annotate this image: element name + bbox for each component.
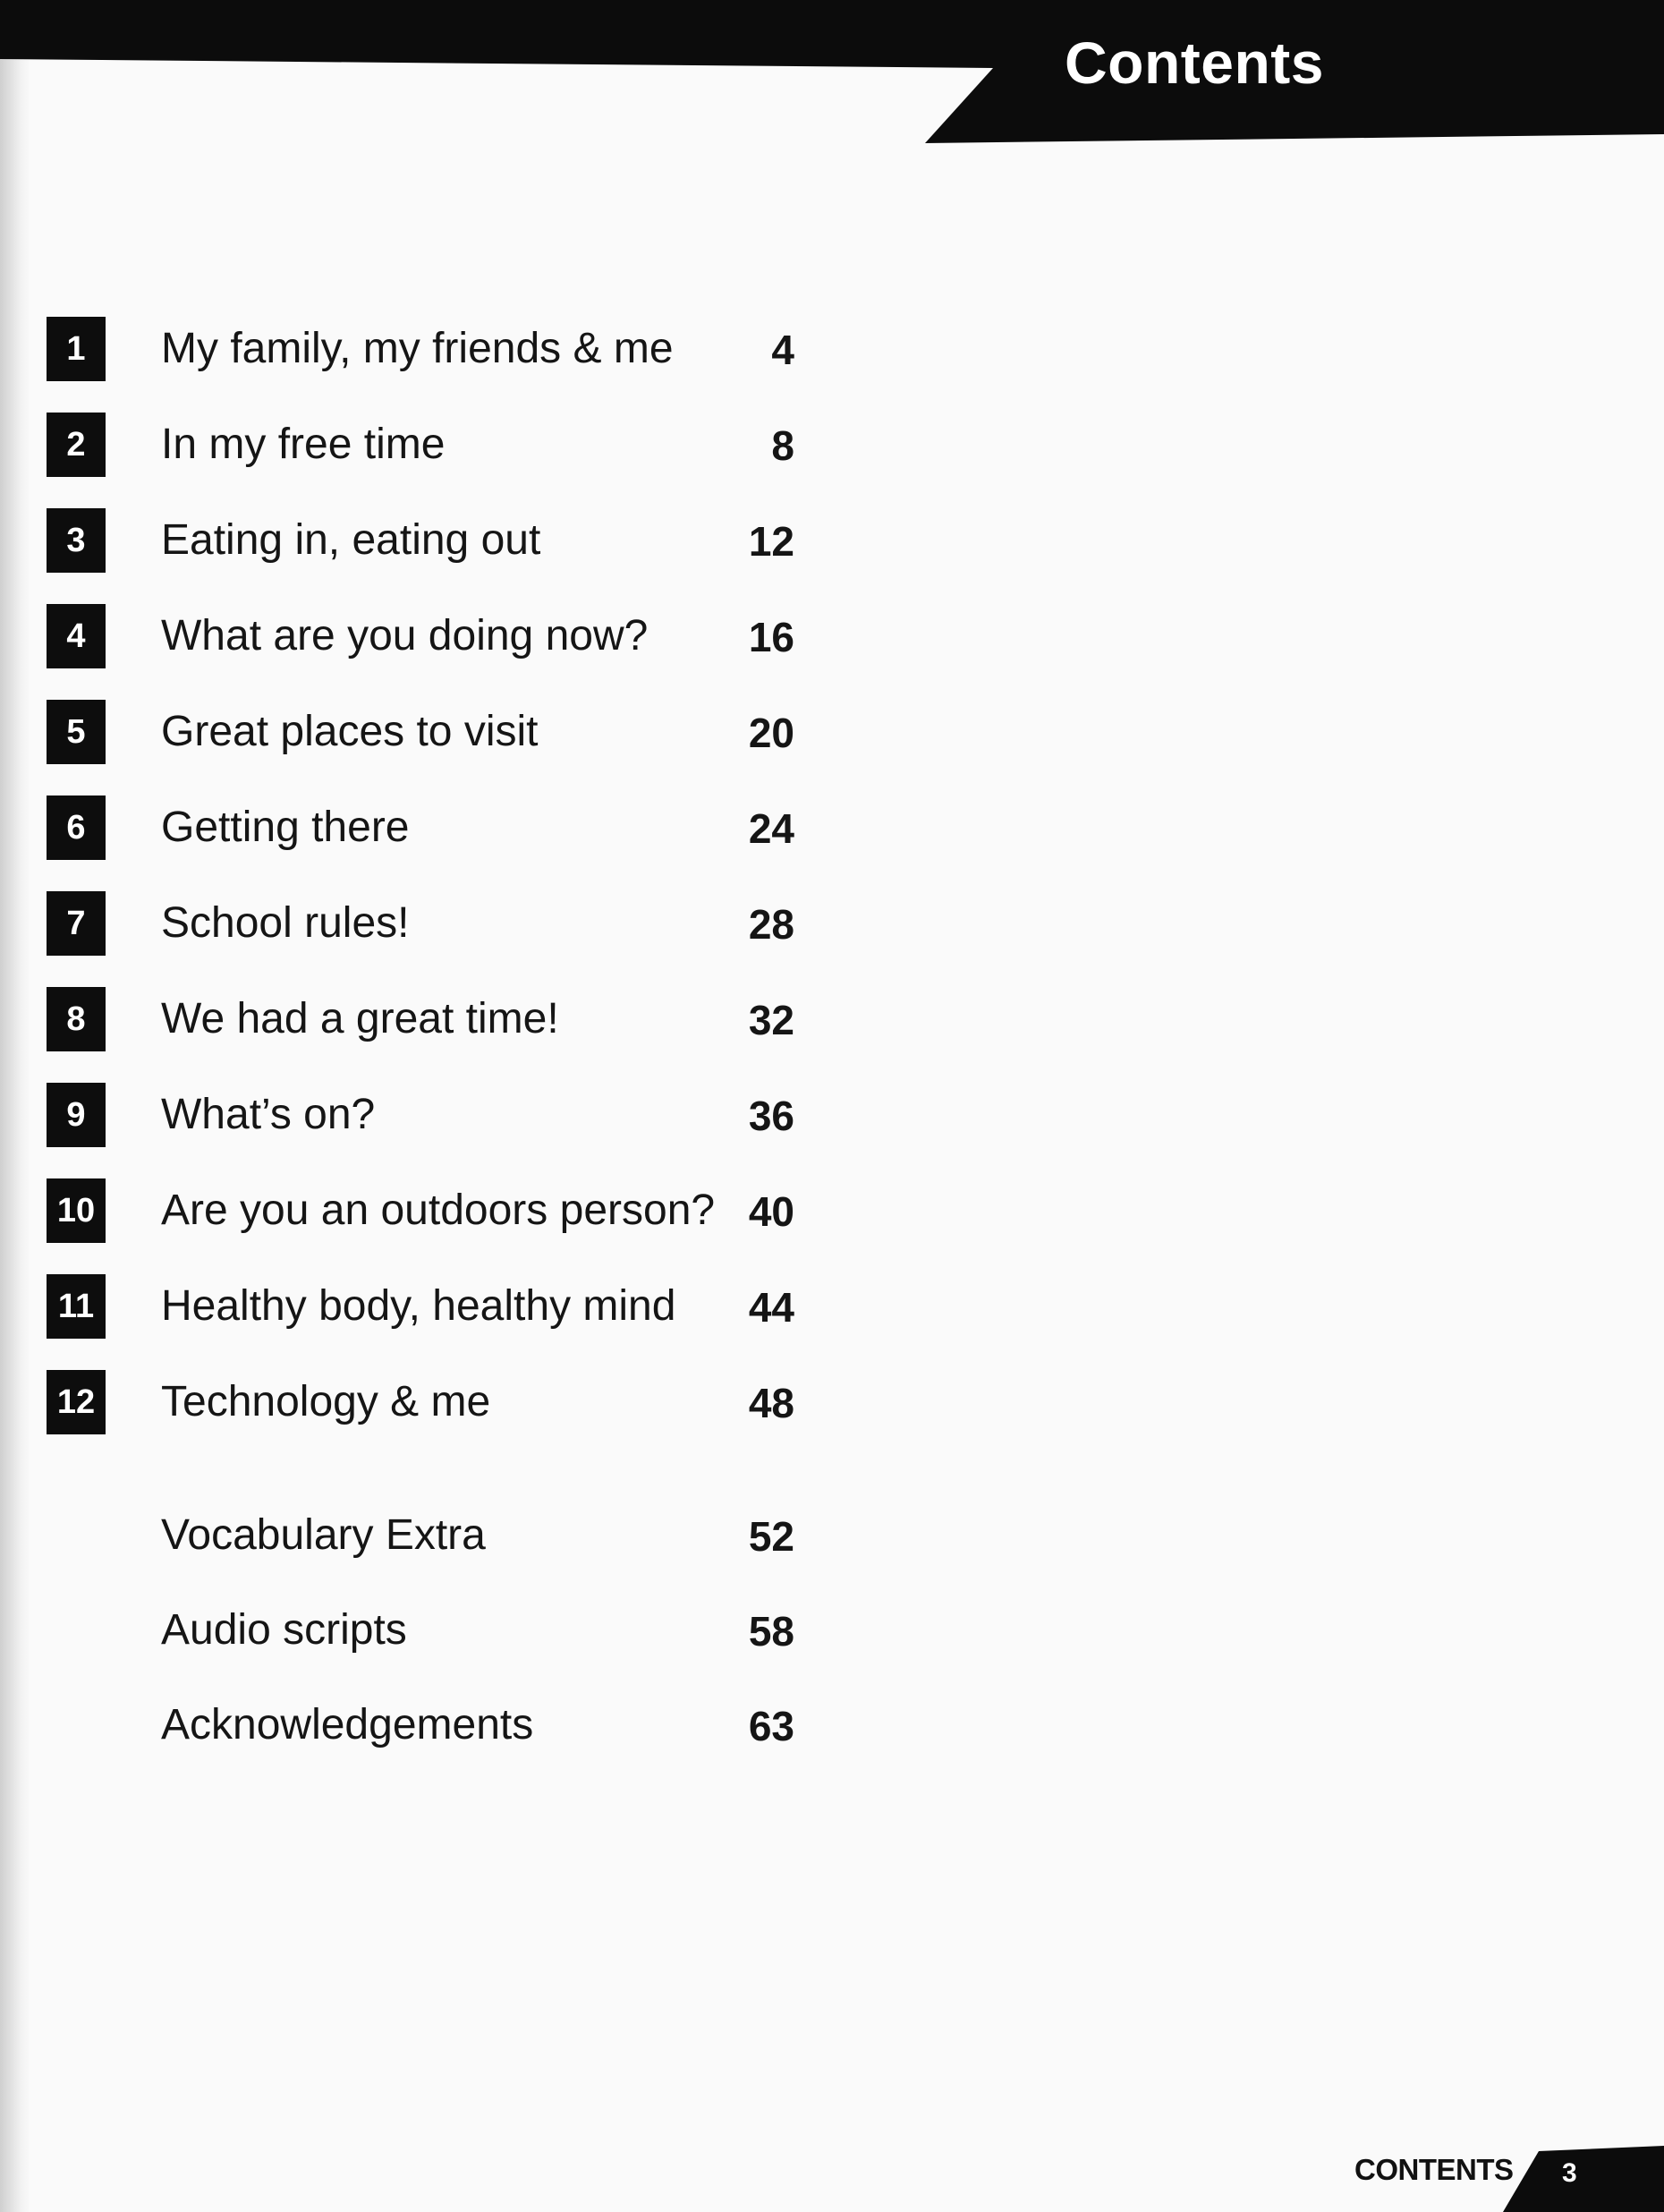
toc-entry-unit-10[interactable]	[0, 1178, 859, 1259]
toc-entry-page: 52	[748, 1513, 794, 1560]
unit-number-badge: 6	[47, 795, 106, 860]
toc-entry-acknowledgements[interactable]	[0, 1693, 859, 1774]
toc-entry-title: Great places to visit	[161, 708, 539, 755]
toc-entry-title: Healthy body, healthy mind	[161, 1282, 676, 1330]
unit-number-badge: 7	[47, 891, 106, 956]
toc-entry-title: Getting there	[161, 804, 410, 851]
unit-number-badge: 5	[47, 700, 106, 764]
footer-section-label: CONTENTS	[1354, 2153, 1514, 2186]
toc-entry-unit-2[interactable]	[0, 413, 859, 493]
toc-entry-title: Vocabulary Extra	[161, 1511, 486, 1559]
toc-entry-unit-11[interactable]	[0, 1274, 859, 1355]
toc-entry-unit-1[interactable]	[0, 317, 859, 397]
toc-entry-unit-8[interactable]	[0, 987, 859, 1068]
table-of-contents	[0, 0, 895, 1790]
unit-number-badge: 11	[47, 1274, 106, 1339]
toc-entry-unit-12[interactable]	[0, 1370, 859, 1451]
unit-number-badge: 8	[47, 987, 106, 1051]
toc-entry-title: Are you an outdoors person?	[161, 1187, 716, 1234]
toc-entry-vocabulary-extra[interactable]	[0, 1503, 859, 1584]
toc-entry-unit-9[interactable]	[0, 1083, 859, 1163]
toc-entry-unit-7[interactable]	[0, 891, 859, 972]
toc-entry-title: Eating in, eating out	[161, 516, 541, 564]
unit-number-badge: 12	[47, 1370, 106, 1434]
toc-entry-title: Audio scripts	[161, 1606, 407, 1654]
toc-entry-page: 4	[771, 327, 794, 373]
toc-entry-page: 12	[748, 518, 794, 565]
unit-number-badge: 1	[47, 317, 106, 381]
toc-entry-unit-4[interactable]	[0, 604, 859, 685]
toc-entry-title: In my free time	[161, 421, 446, 468]
unit-number-badge: 2	[47, 413, 106, 477]
toc-entry-page: 28	[748, 901, 794, 948]
toc-entry-page: 20	[748, 710, 794, 756]
toc-entry-title: What’s on?	[161, 1091, 376, 1138]
toc-entry-title: My family, my friends & me	[161, 325, 674, 372]
toc-entry-title: School rules!	[161, 899, 410, 947]
toc-entry-page: 58	[748, 1608, 794, 1655]
toc-entry-unit-5[interactable]	[0, 700, 859, 780]
toc-entry-title: Acknowledgements	[161, 1701, 534, 1748]
toc-entry-page: 8	[771, 422, 794, 469]
toc-entry-page: 32	[748, 997, 794, 1043]
toc-entry-page: 36	[748, 1093, 794, 1139]
unit-number-badge: 9	[47, 1083, 106, 1147]
toc-entry-page: 48	[748, 1380, 794, 1426]
page-title: Contents	[1065, 30, 1324, 96]
toc-entry-page: 16	[748, 614, 794, 660]
page-number: 3	[1562, 2158, 1577, 2188]
toc-entry-page: 40	[748, 1188, 794, 1235]
toc-entry-page: 24	[748, 805, 794, 852]
toc-entry-page: 44	[748, 1284, 794, 1331]
unit-number-badge: 10	[47, 1178, 106, 1243]
toc-entry-title: Technology & me	[161, 1378, 491, 1425]
toc-entry-title: We had a great time!	[161, 995, 559, 1042]
unit-number-badge: 3	[47, 508, 106, 573]
toc-entry-title: What are you doing now?	[161, 612, 649, 659]
toc-entry-audio-scripts[interactable]	[0, 1598, 859, 1679]
footer-page-banner	[1503, 2146, 1664, 2212]
unit-number-badge: 4	[47, 604, 106, 668]
toc-entry-unit-3[interactable]	[0, 508, 859, 589]
toc-entry-page: 63	[748, 1703, 794, 1749]
toc-entry-unit-6[interactable]	[0, 795, 859, 876]
